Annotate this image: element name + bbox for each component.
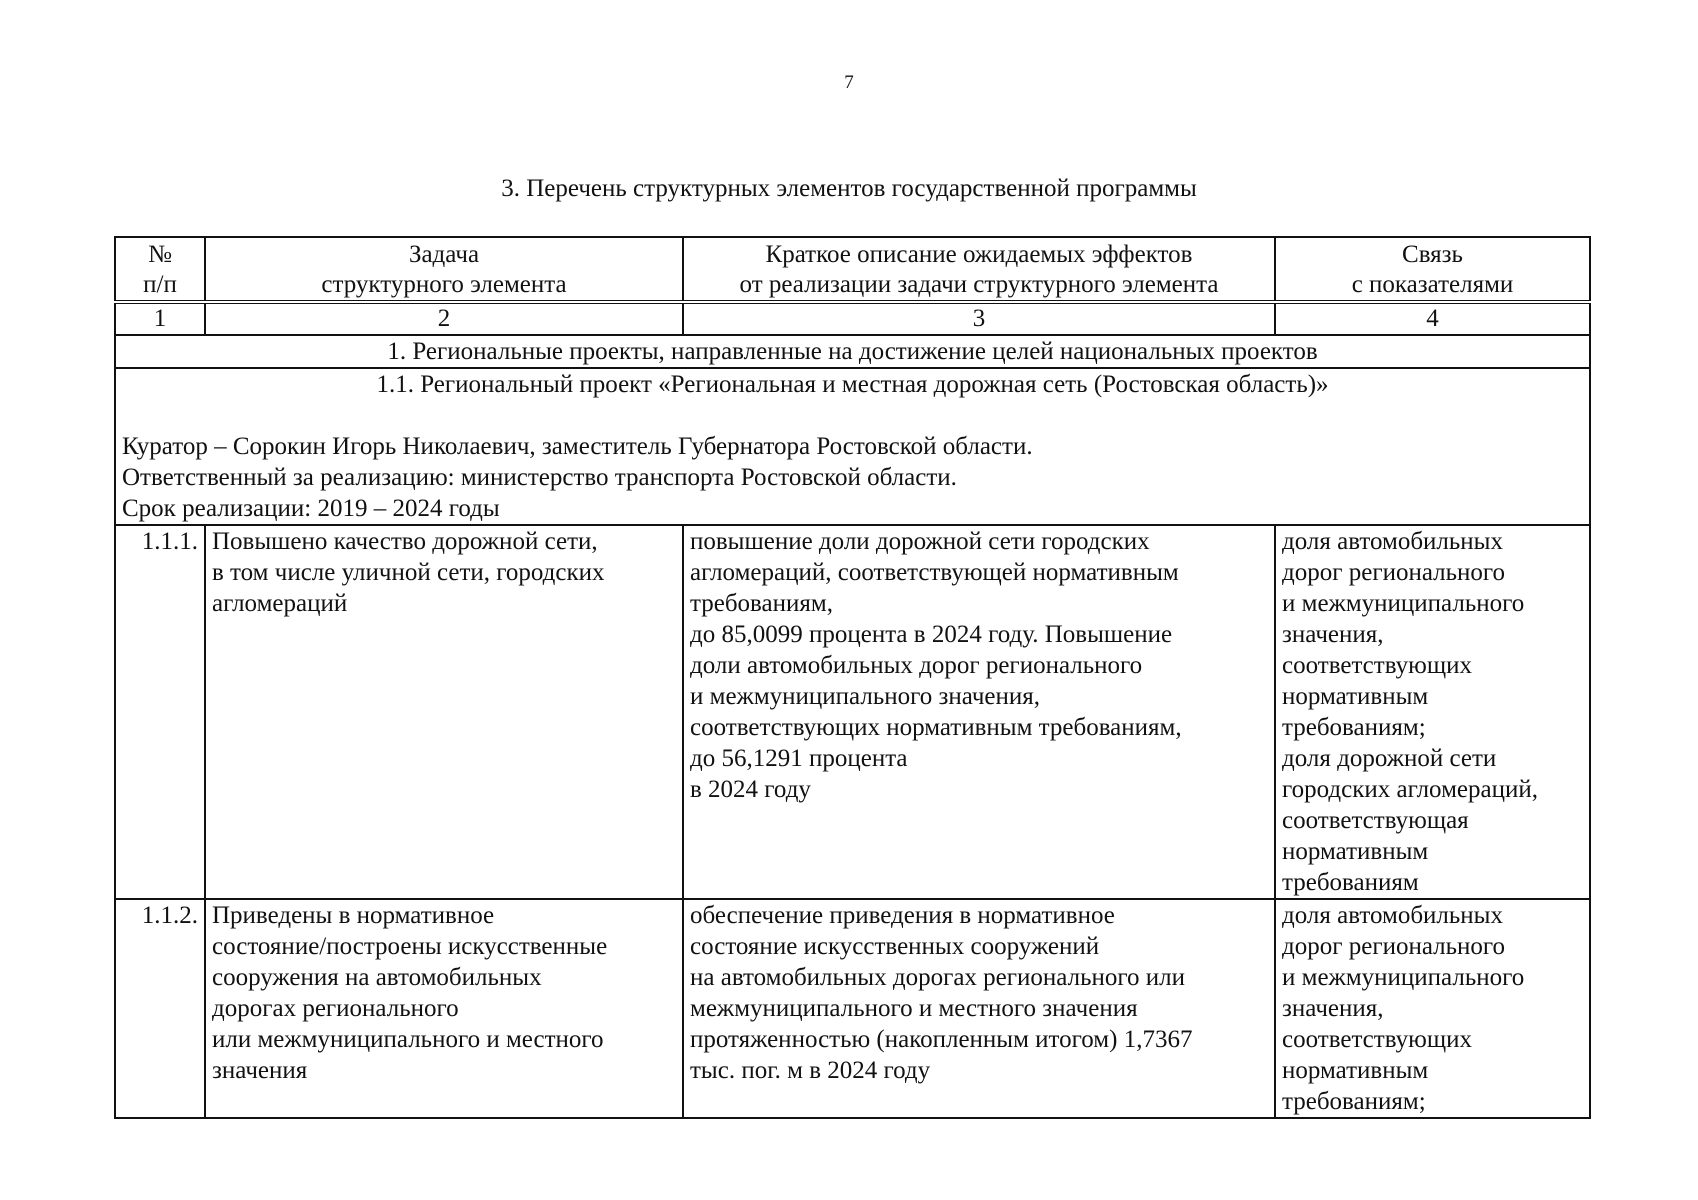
row-number: 1.1.2. bbox=[115, 899, 205, 1118]
row-task bbox=[205, 525, 683, 899]
header-task-line2: структурного элемента bbox=[321, 271, 567, 298]
row-indicators bbox=[1275, 899, 1590, 1118]
table-row bbox=[115, 899, 1590, 1118]
project-title: 1.1. Региональный проект «Региональная и местная дорожная сеть (Ростовская область)» bbox=[376, 371, 1329, 398]
header-task bbox=[205, 237, 683, 302]
structural-elements-table bbox=[114, 236, 1591, 1119]
row-effects-text: обеспечение приведения в нормативное состояние искусственных сооружений на автомобильных дорогах регионального или межмуниципального и местного значения протяженностью (накопленным итогом) 1,7367 тыс. пог. м в 2024 году bbox=[690, 902, 1193, 1084]
row-effects-text: повышение доли дорожной сети городских агломераций, соответствующей нормативным требованиям, до 85,0099 процента в 2024 году. Повышение доли автомобильных дорог регионального и межмуниципального значения, соответствующих нормативным требованиям, до 56,1291 процента в 2024 году bbox=[690, 528, 1182, 803]
project-responsible: Ответственный за реализацию: министерство транспорта Ростовской области. bbox=[122, 464, 957, 491]
page-number: 7 bbox=[844, 72, 854, 93]
project-block bbox=[115, 368, 1590, 525]
row-effects bbox=[683, 899, 1275, 1118]
row-indicators-text: доля автомобильных дорог регионального и межмуниципального значения, соответствующих нормативным требованиям; bbox=[1282, 902, 1525, 1115]
table-row bbox=[115, 525, 1590, 899]
column-number-4: 4 bbox=[1275, 302, 1590, 335]
project-row bbox=[115, 368, 1590, 525]
header-number bbox=[115, 237, 205, 302]
column-number-1: 1 bbox=[115, 302, 205, 335]
row-effects bbox=[683, 525, 1275, 899]
column-number-3: 3 bbox=[683, 302, 1275, 335]
header-indicators-line2: с показателями bbox=[1351, 271, 1514, 298]
row-task-text: Приведены в нормативное состояние/построены искусственные сооружения на автомобильных дорогах регионального или межмуниципального и местного значения bbox=[212, 902, 608, 1084]
header-task-line1: Задача bbox=[408, 241, 480, 268]
project-spacer bbox=[122, 400, 1583, 431]
table-header-row bbox=[115, 237, 1590, 302]
header-effects bbox=[683, 237, 1275, 302]
header-effects-line1: Краткое описание ожидаемых эффектов bbox=[765, 241, 1193, 268]
project-curator: Куратор – Сорокин Игорь Николаевич, заместитель Губернатора Ростовской области. bbox=[122, 433, 1033, 460]
header-indicators bbox=[1275, 237, 1590, 302]
row-indicators-text: доля автомобильных дорог регионального и межмуниципального значения, соответствующих нормативным требованиям; доля дорожной сети городских агломераций, соответствующая нормативным требованиям bbox=[1282, 528, 1538, 896]
header-effects-line2: от реализации задачи структурного элемента bbox=[739, 271, 1219, 298]
row-task-text: Повышено качество дорожной сети, в том числе уличной сети, городских агломераций bbox=[212, 528, 605, 617]
section-heading: 1. Региональные проекты, направленные на достижение целей национальных проектов bbox=[115, 335, 1590, 368]
row-number: 1.1.1. bbox=[115, 525, 205, 899]
section-heading-row bbox=[115, 335, 1590, 368]
header-number-line2: п/п bbox=[143, 271, 177, 298]
column-number-2: 2 bbox=[205, 302, 683, 335]
row-task bbox=[205, 899, 683, 1118]
project-term: Срок реализации: 2019 – 2024 годы bbox=[122, 495, 500, 522]
column-numbers-row bbox=[115, 302, 1590, 335]
row-indicators bbox=[1275, 525, 1590, 899]
header-indicators-line1: Связь bbox=[1402, 241, 1463, 268]
header-number-line1: № bbox=[148, 241, 172, 268]
section-title: 3. Перечень структурных элементов государственной программы bbox=[501, 175, 1197, 202]
